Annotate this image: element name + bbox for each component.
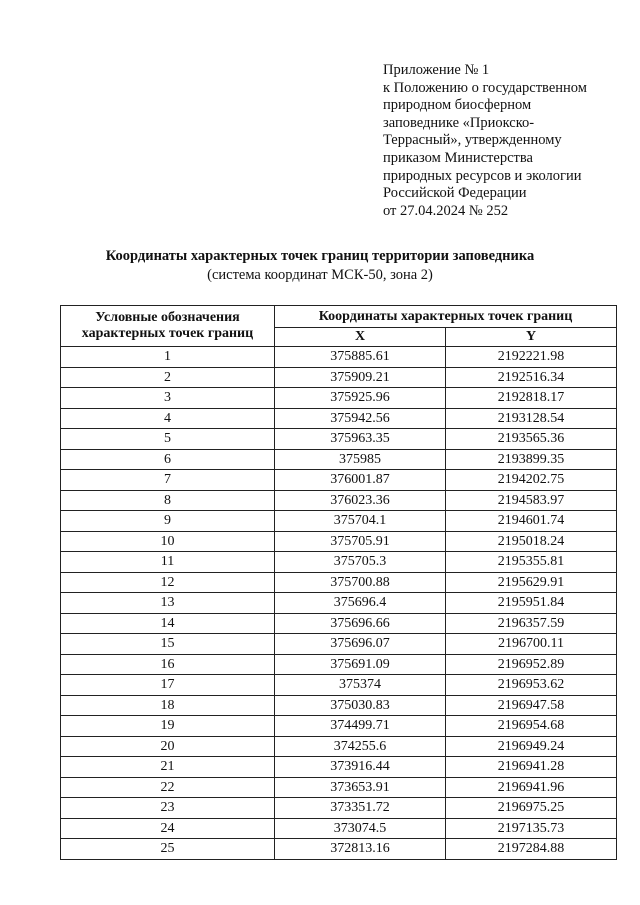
- y-coordinate-cell: 2196357.59: [446, 613, 617, 634]
- point-number-cell: 9: [61, 511, 275, 532]
- table-row: [61, 757, 617, 778]
- x-coordinate-cell: 376001.87: [275, 470, 446, 491]
- y-coordinate-cell: 2195018.24: [446, 531, 617, 552]
- appendix-note: [383, 62, 623, 220]
- point-number-cell: 3: [61, 388, 275, 409]
- point-number-cell: 8: [61, 490, 275, 511]
- point-number-cell: 15: [61, 634, 275, 655]
- table-row: [61, 716, 617, 737]
- point-number-cell: 4: [61, 408, 275, 429]
- y-coordinate-cell: 2197135.73: [446, 818, 617, 839]
- appendix-line: Террасный», утвержденному: [383, 132, 562, 149]
- x-coordinate-cell: 373074.5: [275, 818, 446, 839]
- point-number-cell: 21: [61, 757, 275, 778]
- y-coordinate-cell: 2195355.81: [446, 552, 617, 573]
- table-row: [61, 654, 617, 675]
- y-coordinate-cell: 2197284.88: [446, 839, 617, 860]
- point-number-cell: 2: [61, 367, 275, 388]
- table-row: [61, 531, 617, 552]
- y-coordinate-cell: 2192818.17: [446, 388, 617, 409]
- y-coordinate-cell: 2194601.74: [446, 511, 617, 532]
- y-coordinate-cell: 2193565.36: [446, 429, 617, 450]
- x-coordinate-cell: 375030.83: [275, 695, 446, 716]
- y-coordinate-cell: 2196975.25: [446, 798, 617, 819]
- table-row: [61, 429, 617, 450]
- point-number-cell: 25: [61, 839, 275, 860]
- appendix-line: природном биосферном: [383, 97, 532, 114]
- table-row: [61, 777, 617, 798]
- point-number-cell: 10: [61, 531, 275, 552]
- table-row: [61, 367, 617, 388]
- point-number-cell: 20: [61, 736, 275, 757]
- table-row: [61, 634, 617, 655]
- x-coordinate-cell: 375985: [275, 449, 446, 470]
- x-coordinate-cell: 375691.09: [275, 654, 446, 675]
- y-column-header: Y: [446, 328, 617, 347]
- y-coordinate-cell: 2194583.97: [446, 490, 617, 511]
- y-coordinate-cell: 2192516.34: [446, 367, 617, 388]
- x-coordinate-cell: 374255.6: [275, 736, 446, 757]
- appendix-line: природных ресурсов и экологии: [383, 167, 582, 184]
- x-coordinate-cell: 374499.71: [275, 716, 446, 737]
- point-number-cell: 16: [61, 654, 275, 675]
- point-number-cell: 24: [61, 818, 275, 839]
- x-coordinate-cell: 375696.4: [275, 593, 446, 614]
- table-row: [61, 839, 617, 860]
- point-number-cell: 14: [61, 613, 275, 634]
- x-column-header: X: [275, 328, 446, 347]
- table-row: [61, 613, 617, 634]
- y-coordinate-cell: 2195629.91: [446, 572, 617, 593]
- appendix-line: от 27.04.2024 № 252: [383, 202, 509, 219]
- x-coordinate-cell: 373351.72: [275, 798, 446, 819]
- table-row: [61, 511, 617, 532]
- point-number-cell: 12: [61, 572, 275, 593]
- y-coordinate-cell: 2196952.89: [446, 654, 617, 675]
- coordinates-table: [60, 305, 617, 860]
- y-coordinate-cell: 2192221.98: [446, 347, 617, 368]
- x-coordinate-cell: 375942.56: [275, 408, 446, 429]
- y-coordinate-cell: 2196949.24: [446, 736, 617, 757]
- y-coordinate-cell: 2196700.11: [446, 634, 617, 655]
- y-coordinate-cell: 2193899.35: [446, 449, 617, 470]
- appendix-line: Российской Федерации: [383, 185, 527, 202]
- table-row: [61, 449, 617, 470]
- x-coordinate-cell: 376023.36: [275, 490, 446, 511]
- legend-column-header: [61, 306, 275, 347]
- y-coordinate-cell: 2193128.54: [446, 408, 617, 429]
- point-number-cell: 18: [61, 695, 275, 716]
- table-row: [61, 593, 617, 614]
- table-row: [61, 470, 617, 491]
- table-row: [61, 736, 617, 757]
- table-row: [61, 347, 617, 368]
- x-coordinate-cell: 375696.07: [275, 634, 446, 655]
- point-number-cell: 1: [61, 347, 275, 368]
- x-coordinate-cell: 375696.66: [275, 613, 446, 634]
- appendix-line: приказом Министерства: [383, 149, 533, 166]
- y-coordinate-cell: 2196953.62: [446, 675, 617, 696]
- appendix-line: Приложение № 1: [383, 62, 490, 78]
- document-title: Координаты характерных точек границ территории заповедника: [105, 248, 535, 264]
- table-row: [61, 695, 617, 716]
- x-coordinate-cell: 375925.96: [275, 388, 446, 409]
- y-coordinate-cell: 2196941.96: [446, 777, 617, 798]
- x-coordinate-cell: 375909.21: [275, 367, 446, 388]
- y-coordinate-cell: 2196954.68: [446, 716, 617, 737]
- y-coordinate-cell: 2196941.28: [446, 757, 617, 778]
- x-coordinate-cell: 373916.44: [275, 757, 446, 778]
- x-coordinate-cell: 375705.3: [275, 552, 446, 573]
- y-coordinate-cell: 2195951.84: [446, 593, 617, 614]
- point-number-cell: 22: [61, 777, 275, 798]
- table-row: [61, 818, 617, 839]
- x-coordinate-cell: 375885.61: [275, 347, 446, 368]
- point-number-cell: 7: [61, 470, 275, 491]
- y-coordinate-cell: 2194202.75: [446, 470, 617, 491]
- table-row: [61, 675, 617, 696]
- x-coordinate-cell: 375705.91: [275, 531, 446, 552]
- point-number-cell: 13: [61, 593, 275, 614]
- point-number-cell: 23: [61, 798, 275, 819]
- x-coordinate-cell: 375374: [275, 675, 446, 696]
- table-row: [61, 388, 617, 409]
- coordinates-group-header: Координаты характерных точек границ: [275, 306, 617, 328]
- x-coordinate-cell: 375700.88: [275, 572, 446, 593]
- table-row: [61, 798, 617, 819]
- table-row: [61, 552, 617, 573]
- table-row: [61, 490, 617, 511]
- point-number-cell: 19: [61, 716, 275, 737]
- appendix-line: заповеднике «Приокско-: [383, 114, 535, 131]
- point-number-cell: 5: [61, 429, 275, 450]
- x-coordinate-cell: 373653.91: [275, 777, 446, 798]
- point-number-cell: 11: [61, 552, 275, 573]
- x-coordinate-cell: 375704.1: [275, 511, 446, 532]
- appendix-line: к Положению о государственном: [383, 79, 587, 96]
- table-row: [61, 572, 617, 593]
- table-body: [61, 347, 617, 860]
- point-number-cell: 6: [61, 449, 275, 470]
- table-row: [61, 408, 617, 429]
- legend-header-line: Условные обозначения: [95, 310, 240, 325]
- document-subtitle: (система координат МСК-50, зона 2): [207, 267, 433, 283]
- y-coordinate-cell: 2196947.58: [446, 695, 617, 716]
- point-number-cell: 17: [61, 675, 275, 696]
- x-coordinate-cell: 375963.35: [275, 429, 446, 450]
- x-coordinate-cell: 372813.16: [275, 839, 446, 860]
- legend-header-line: характерных точек границ: [81, 326, 254, 341]
